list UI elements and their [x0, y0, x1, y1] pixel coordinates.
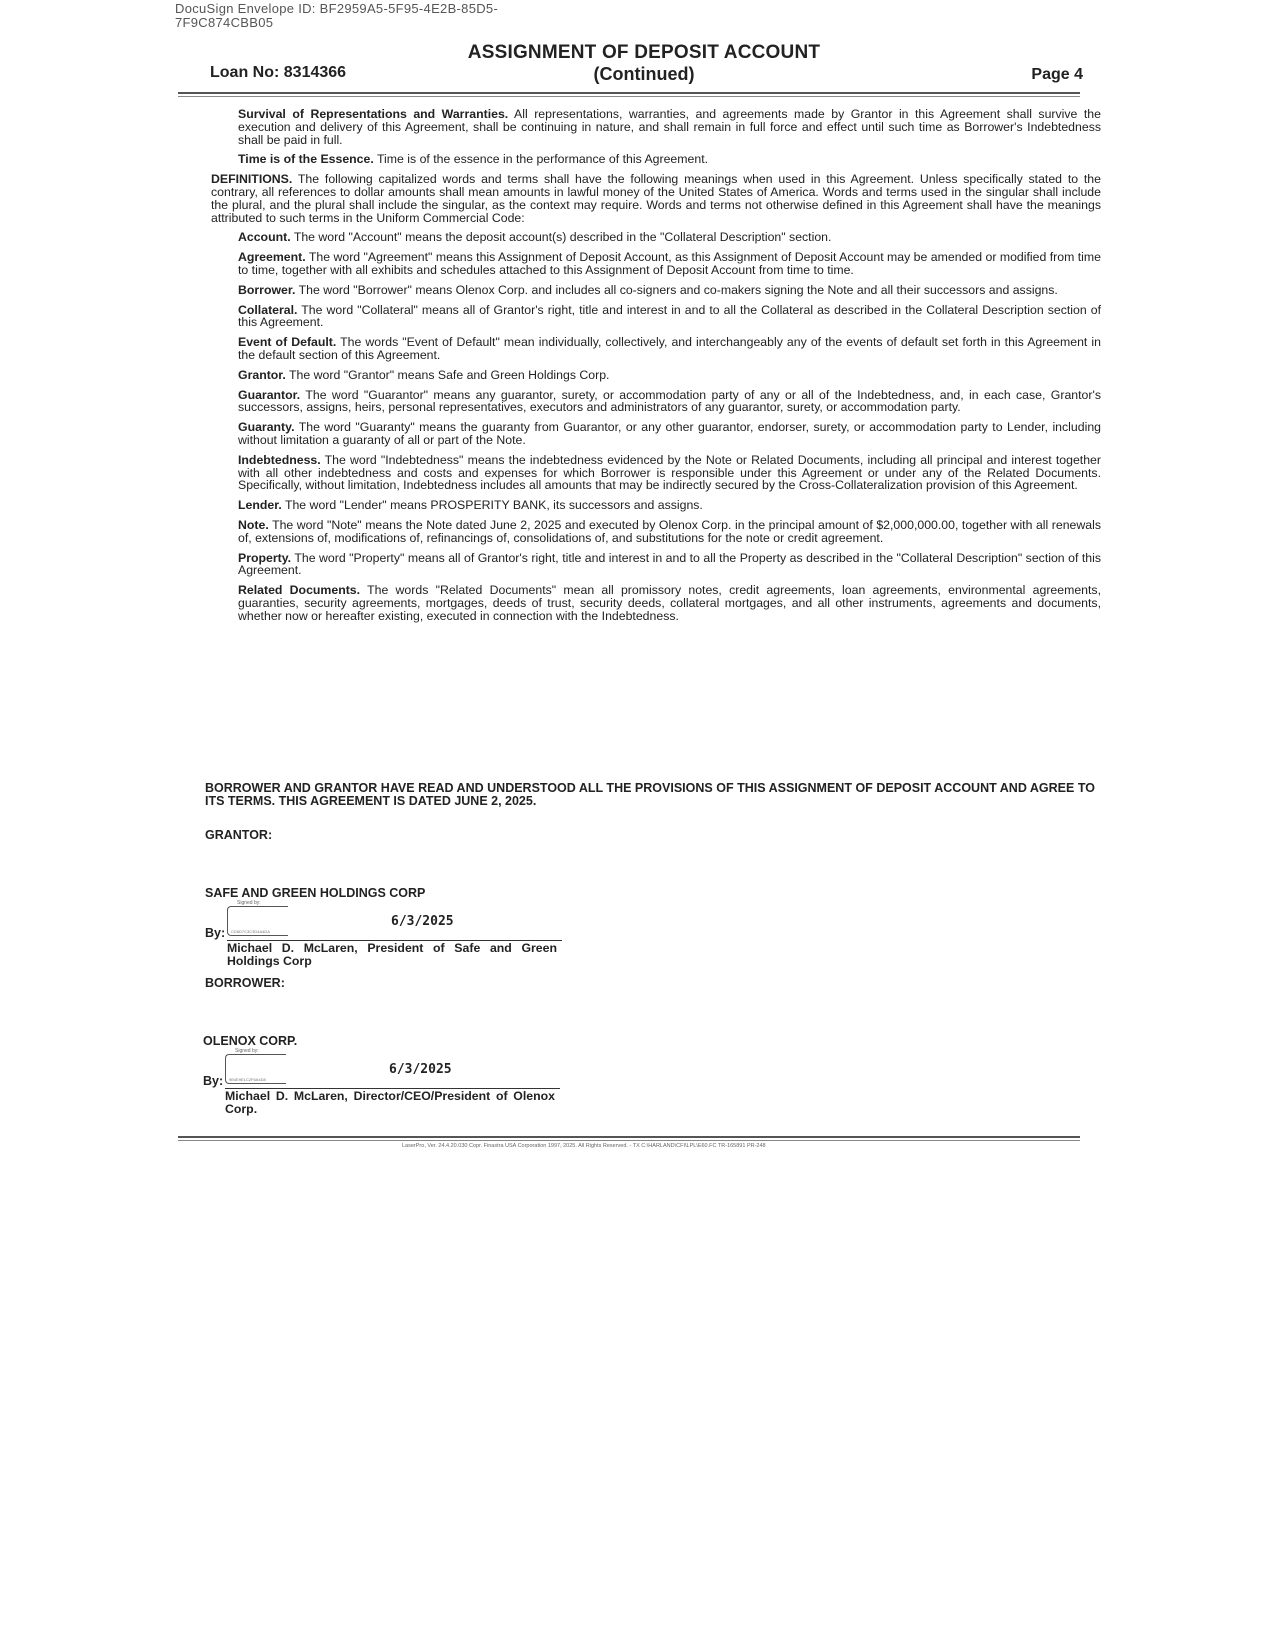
- footer-rule-thin: [178, 1140, 1080, 1141]
- docusign-envelope-id: DocuSign Envelope ID: BF2959A5-5F95-4E2B-85D5-7F9C874CBB05: [175, 1, 499, 30]
- document-subtitle: (Continued): [593, 64, 695, 84]
- borrower-signer-name: Michael D. McLaren, Director/CEO/President of Olenox Corp.: [225, 1089, 555, 1116]
- document-body: [211, 108, 1101, 630]
- definition-agreement: Agreement. The word "Agreement" means this Assignment of Deposit Account, as this Assignment of Deposit Account may be amended or modified from time to time, together with all exhibits and schedules attached to this Assignment of Deposit Account from time to time.: [238, 250, 1101, 277]
- grantor-by-label: By:: [205, 926, 226, 940]
- header-rule: [178, 92, 1080, 94]
- grantor-company: SAFE AND GREEN HOLDINGS CORP: [205, 886, 426, 900]
- loan-number: Loan No: 8314366: [210, 64, 347, 81]
- time-essence-clause: Time is of the Essence. Time is of the essence in the performance of this Agreement.: [238, 152, 709, 167]
- borrower-by-label: By:: [203, 1074, 224, 1088]
- grantor-signature-id: CD6D7C3C3D4A4DA: [231, 929, 270, 934]
- borrower-company: OLENOX CORP.: [203, 1034, 298, 1048]
- definition-guarantor: Guarantor. The word "Guarantor" means any guarantor, surety, or accommodation party of any or all of the Indebtedness, and, in each case, Grantor's successors, assigns, heirs, personal representatives, executors and administrators of any guarantor, surety, or accommodation party.: [238, 387, 1101, 415]
- definition-related-documents: Related Documents. The words "Related Documents" mean all promissory notes, credit agreements, loan agreements, environmental agreements, guaranties, security agreements, mortgages, deeds of trust, security deeds, collateral mortgages, and all other instruments, agreements and documents, whether now or hereafter existing, executed in connection with the Indebtedness.: [238, 583, 1101, 623]
- definition-event-of-default: Event of Default. The words "Event of Default" mean individually, collectively, and interchangeably any of the events of default set forth in this Agreement in the default section of this Agreement.: [238, 335, 1101, 362]
- borrower-signing-date: 6/3/2025: [389, 1062, 452, 1077]
- grantor-signing-date: 6/3/2025: [391, 914, 454, 929]
- definition-collateral: Collateral. The word "Collateral" means all of Grantor's right, title and interest in and to all the Collateral as described in the Collateral Description section of this Agreement.: [238, 302, 1101, 330]
- definition-account: Account. The word "Account" means the deposit account(s) described in the "Collateral Description" section.: [238, 230, 832, 245]
- definition-guaranty: Guaranty. The word "Guaranty" means the guaranty from Guarantor, or any other guarantor, endorser, surety, or accommodation party to Lender, including without limitation a guaranty of all or part of the Note.: [238, 420, 1101, 447]
- document-header: [205, 42, 1083, 86]
- grantor-signed-by-tag: Signed by:: [237, 900, 261, 906]
- grantor-label: GRANTOR:: [205, 828, 273, 842]
- borrower-label: BORROWER:: [205, 976, 285, 990]
- page-number: Page 4: [1031, 66, 1083, 83]
- definition-property: Property. The word "Property" means all of Grantor's right, title and interest in and to all the Property as described in the "Collateral Description" section of this Agreement.: [238, 550, 1101, 578]
- footer-rule: [178, 1136, 1080, 1138]
- software-footer: LaserPro, Ver. 24.4.20.030 Copr. Finastra USA Corporation 1997, 2025. All Rights Reserved. - TX C:\HARLAND\CFI\LPL\E60.FC TR-165891 PR-248: [402, 1143, 766, 1149]
- grantor-signer-name: Michael D. McLaren, President of Safe and Green Holdings Corp: [227, 941, 557, 968]
- definition-lender: Lender. The word "Lender" means PROSPERITY BANK, its successors and assigns.: [238, 498, 703, 513]
- borrower-signature-id: 9B4E9E1C2F6A4D8: [229, 1077, 266, 1082]
- definition-borrower: Borrower. The word "Borrower" means Olenox Corp. and includes all co-signers and co-makers signing the Note and all their successors and assigns.: [238, 282, 1058, 297]
- borrower-signed-by-tag: Signed by:: [235, 1048, 259, 1054]
- acknowledgment-statement: BORROWER AND GRANTOR HAVE READ AND UNDERSTOOD ALL THE PROVISIONS OF THIS ASSIGNMENT OF DEPOSIT ACCOUNT AND AGREE TO ITS TERMS. THIS AGREEMENT IS DATED JUNE 2, 2025.: [205, 781, 1095, 808]
- survival-clause: Survival of Representations and Warranties. All representations, warranties, and agreements made by Grantor in this Agreement shall survive the execution and delivery of this Agreement, shall be continuing in nature, and shall remain in full force and effect until such time as Borrower's Indebtedness shall be paid in full.: [238, 107, 1101, 147]
- definitions-clause: DEFINITIONS. The following capitalized words and terms shall have the following meanings when used in this Agreement. Unless specifically stated to the contrary, all references to dollar amounts shall mean amounts in lawful money of the United States of America. Words and terms used in the singular shall include the plural, and the plural shall include the singular, as the context may require. Words and terms not otherwise defined in this Agreement shall have the meanings attributed to such terms in the Uniform Commercial Code:: [211, 172, 1101, 225]
- definition-grantor: Grantor. The word "Grantor" means Safe and Green Holdings Corp.: [238, 367, 610, 382]
- document-title: ASSIGNMENT OF DEPOSIT ACCOUNT: [467, 42, 821, 63]
- header-rule-thin: [178, 96, 1080, 97]
- definition-indebtedness: Indebtedness. The word "Indebtedness" means the indebtedness evidenced by the Note or Related Documents, including all principal and interest together with all other indebtedness and costs and expenses for which Borrower is responsible under this Agreement or under any of the Related Documents. Specifically, without limitation, Indebtedness includes all amounts that may be indirectly secured by the Cross-Collateralization provision of this Agreement.: [238, 452, 1101, 493]
- definition-note: Note. The word "Note" means the Note dated June 2, 2025 and executed by Olenox Corp. in the principal amount of $2,000,000.00, together with all renewals of, extensions of, modifications of, refinancings of, consolidations of, and substitutions for the note or credit agreement.: [238, 517, 1101, 545]
- document-title-block: [205, 42, 1083, 84]
